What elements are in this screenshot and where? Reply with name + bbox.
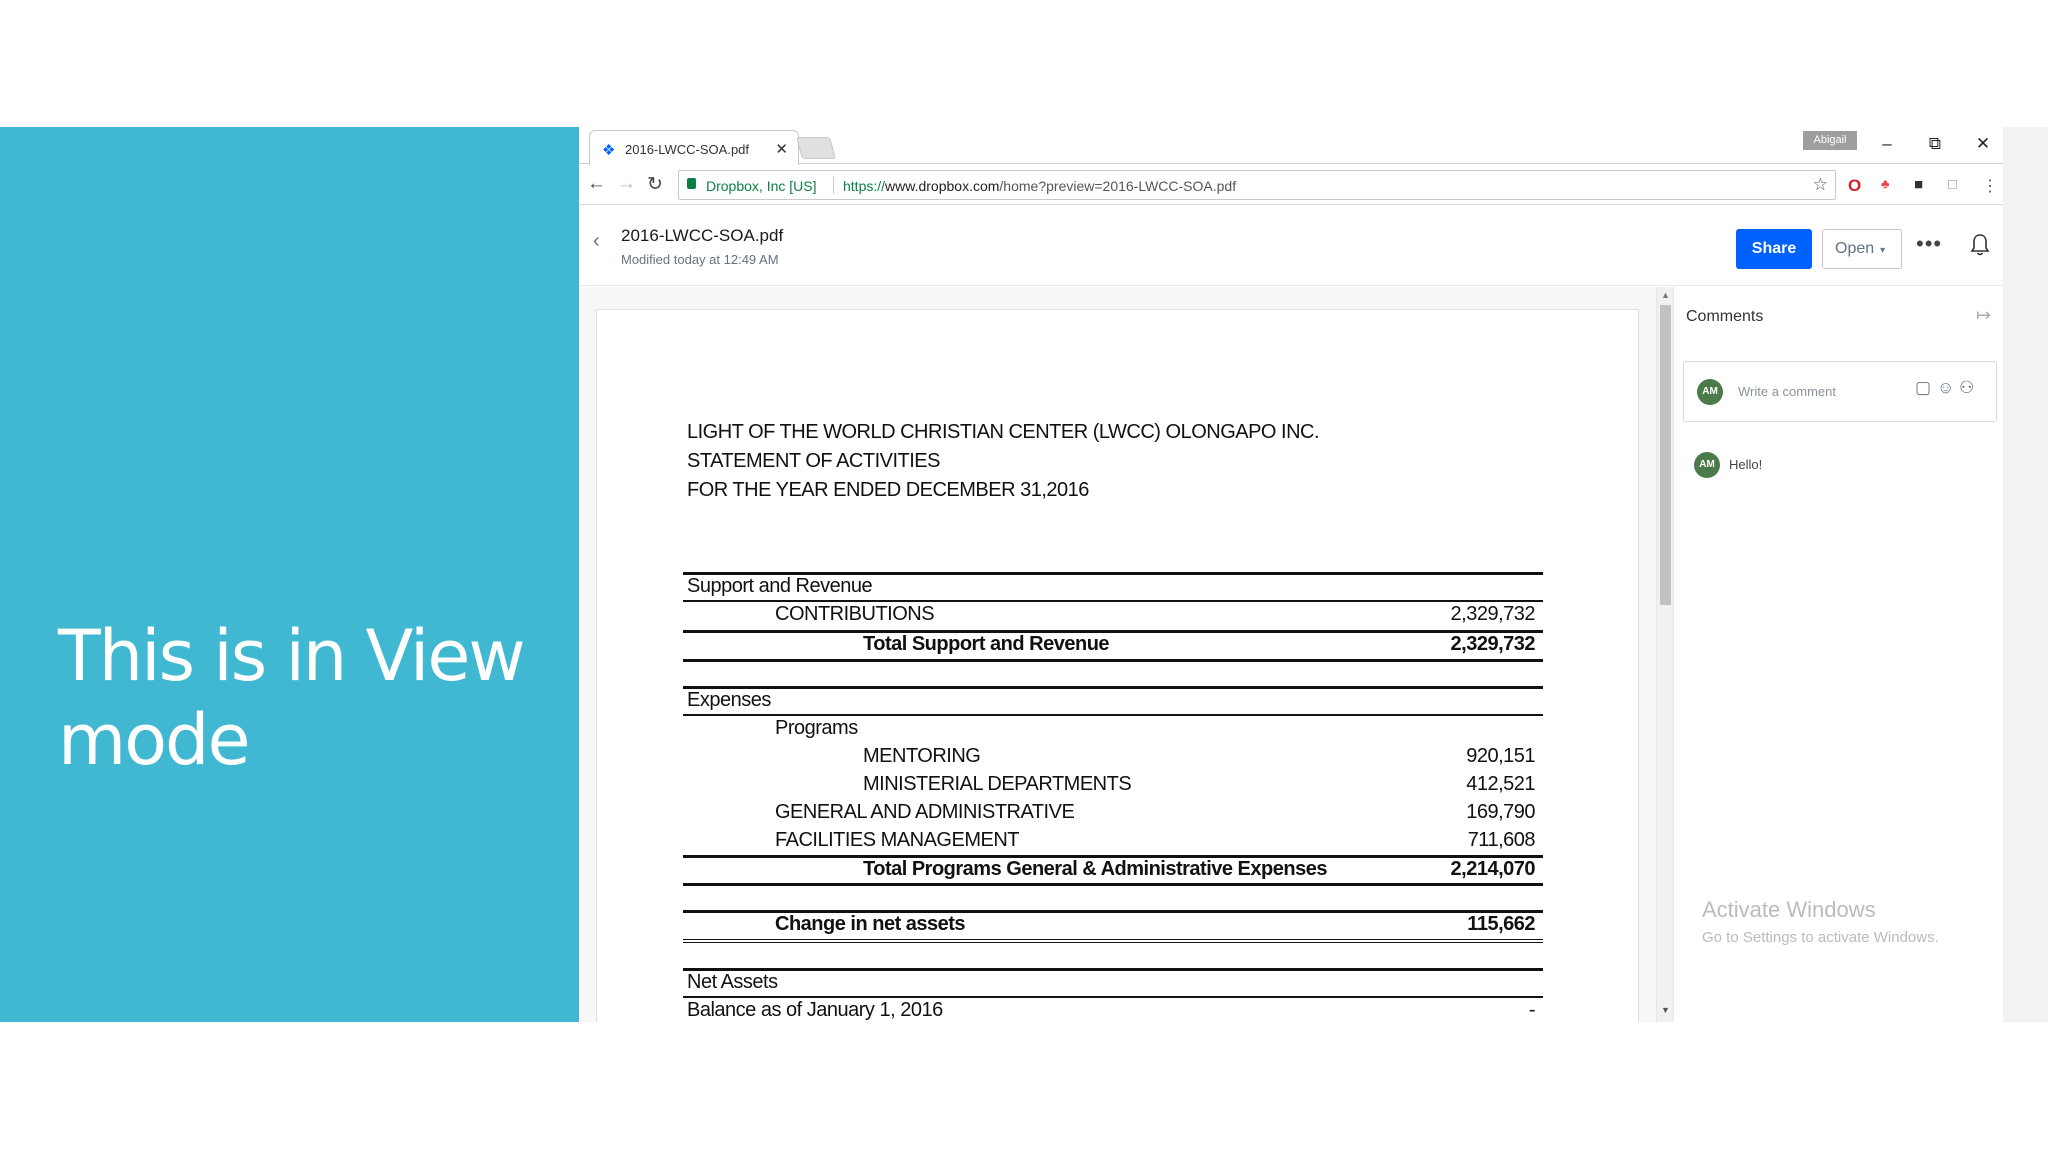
lock-icon [687,178,696,189]
watermark-title: Activate Windows [1702,897,1876,922]
file-modified: Modified today at 12:49 AM [621,252,779,267]
row-value: 920,151 [1466,745,1535,767]
section-heading: Support and Revenue [687,575,873,597]
minimize-button[interactable]: – [1882,134,1892,153]
table-row [683,911,1543,939]
activate-windows-watermark [1702,897,1939,946]
extension-page-icon[interactable]: □ [1948,176,1958,193]
total-label: Change in net assets [775,913,966,935]
menu-icon[interactable]: ⋮ [1982,178,1998,195]
table-row [683,743,1543,771]
slide-title: This is in View mode [58,615,524,781]
preview-header [579,206,2048,286]
table-row [683,771,1543,799]
rule [683,939,1543,944]
scroll-down-icon[interactable]: ▼ [1661,1005,1670,1015]
url-domain: www.dropbox.com [885,178,1000,194]
section-heading: Expenses [687,689,771,711]
row-value: 169,790 [1466,801,1535,823]
bell-icon[interactable] [1970,233,1990,257]
divider [833,176,834,194]
extension-icon[interactable]: ♣ [1881,176,1890,191]
browser-tab[interactable] [589,130,799,165]
total-label: Total Programs General & Administrative Expenses [863,858,1327,880]
share-button[interactable]: Share [1736,229,1812,269]
collapse-panel-icon[interactable]: ↦ [1976,305,1992,325]
row-label: Balance as of January 1, 2016 [687,999,943,1021]
slide-bottom-margin [0,1022,2048,1152]
table-row [683,687,1543,715]
tab-title: 2016-LWCC-SOA.pdf [625,142,750,157]
mention-user-icon[interactable]: ⚇ [1959,378,1975,397]
rule [683,659,1543,662]
row-label: FACILITIES MANAGEMENT [775,829,1019,851]
reload-icon[interactable]: ↻ [647,174,663,195]
total-value: 2,214,070 [1450,858,1535,880]
url-scheme: https:// [843,178,886,194]
emoji-icon[interactable]: ☺ [1937,378,1955,397]
table-row [683,601,1543,629]
dropbox-icon: ❖ [602,142,616,159]
browser-toolbar [579,165,2048,205]
opera-icon[interactable]: O [1848,176,1862,195]
address-bar[interactable] [678,170,1836,200]
slide-accent-panel [0,127,579,1022]
statement-title: STATEMENT OF ACTIVITIES [687,450,940,472]
restore-button[interactable]: ⧉ [1928,134,1942,153]
row-value: 2,329,732 [1450,603,1535,625]
tab-strip [579,127,2048,164]
row-label: CONTRIBUTIONS [775,603,935,625]
scrollbar-thumb[interactable] [1660,305,1671,605]
annotate-icon[interactable]: ▢ [1915,378,1932,397]
more-options-icon[interactable]: ••• [1916,231,1943,256]
viewer-scrollbar[interactable] [1656,287,1673,1022]
comment-text: Hello! [1729,457,1763,472]
org-name: LIGHT OF THE WORLD CHRISTIAN CENTER (LWCC) OLONGAPO INC. [687,421,1320,443]
file-name: 2016-LWCC-SOA.pdf [621,226,784,245]
row-label: GENERAL AND ADMINISTRATIVE [775,801,1075,823]
row-label: MINISTERIAL DEPARTMENTS [863,773,1132,795]
table-row [683,969,1543,997]
comments-title: Comments [1686,308,1764,325]
url-text[interactable] [843,178,1236,194]
new-tab-button[interactable] [796,137,836,159]
watermark-subtitle: Go to Settings to activate Windows. [1702,929,1939,946]
table-row [683,631,1543,659]
row-label: Programs [775,717,858,739]
section-heading: Net Assets [687,971,778,993]
avatar: AM [1697,379,1723,405]
pdf-page [596,309,1639,1022]
total-label: Total Support and Revenue [863,633,1110,655]
window-edge [2003,127,2048,1022]
row-value: - [1528,999,1535,1021]
forward-arrow-icon[interactable]: → [617,173,636,194]
table-row [683,715,1543,743]
pdf-viewer[interactable] [579,287,1656,1022]
table-row [683,827,1543,855]
close-window-button[interactable]: ✕ [1975,134,1991,153]
avatar: AM [1694,452,1720,478]
table-row [683,799,1543,827]
open-button-label: Open [1835,240,1875,257]
profile-badge[interactable]: Abigail [1803,131,1857,150]
table-row [683,573,1543,601]
chevron-left-icon[interactable]: ‹ [593,230,600,252]
scroll-up-icon[interactable]: ▲ [1661,290,1670,300]
table-row [683,997,1543,1022]
bookmark-star-icon[interactable]: ☆ [1812,175,1828,194]
url-path: /home?preview=2016-LWCC-SOA.pdf [999,178,1237,194]
close-tab-icon[interactable]: ✕ [775,141,788,158]
caret-down-icon: ▾ [1880,245,1886,256]
total-value: 115,662 [1467,913,1535,935]
rule [683,883,1543,886]
back-arrow-icon[interactable]: ← [587,173,606,194]
site-identity[interactable]: Dropbox, Inc [US] [706,178,817,194]
open-button[interactable] [1822,229,1902,269]
table-row [683,856,1543,884]
comment-placeholder[interactable]: Write a comment [1738,384,1837,399]
statement-period: FOR THE YEAR ENDED DECEMBER 31,2016 [687,479,1089,501]
comment-input[interactable] [1683,361,1997,422]
extension-shield-icon[interactable]: ■ [1914,176,1924,193]
browser-window [579,127,2048,1022]
document-header [687,418,1319,505]
row-label: MENTORING [863,745,981,767]
row-value: 412,521 [1466,773,1535,795]
total-value: 2,329,732 [1450,633,1535,655]
row-value: 711,608 [1467,829,1535,851]
